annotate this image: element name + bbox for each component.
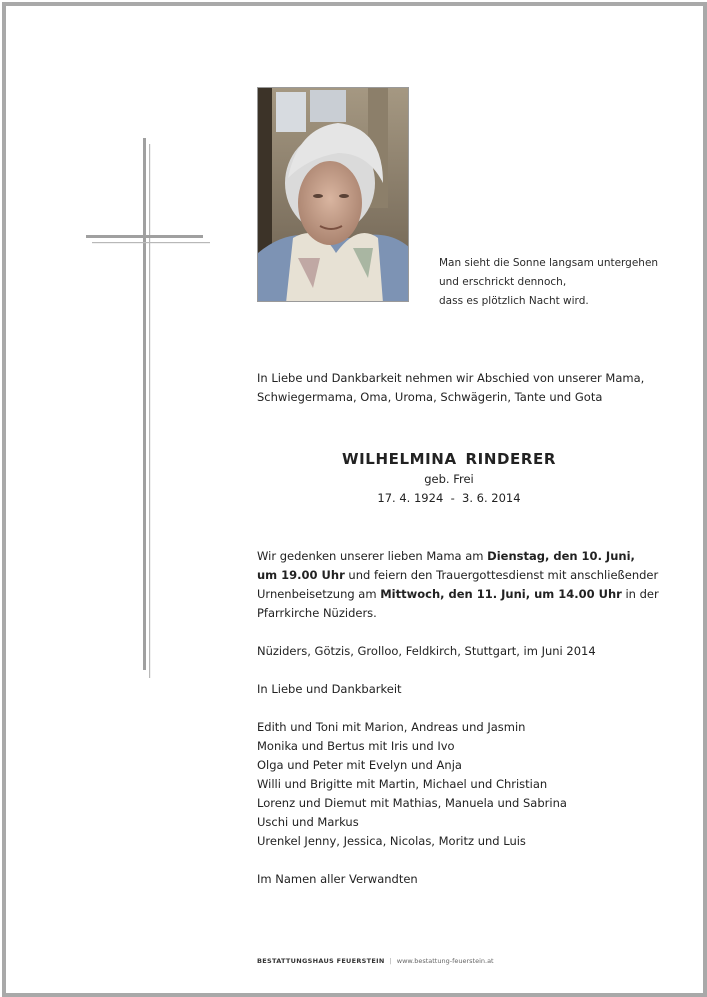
list-item: Uschi und Markus — [257, 815, 359, 829]
service-date-tuesday: Dienstag, den 10. Juni, — [487, 549, 635, 563]
list-item: Olga und Peter mit Evelyn und Anja — [257, 758, 462, 772]
service-text-plain: Wir gedenken unserer lieben Mama am — [257, 549, 488, 563]
list-item: Monika und Bertus mit Iris und Ivo — [257, 739, 455, 753]
list-item: Willi und Brigitte mit Martin, Michael und Christian — [257, 777, 548, 791]
service-text-plain: und feiern den Trauergottesdienst mit anschließender — [344, 568, 659, 582]
maiden-name: geb. Frei — [424, 472, 474, 486]
service-line — [257, 566, 659, 585]
funeral-home-name: BESTATTUNGSHAUS FEUERSTEIN — [257, 957, 385, 965]
portrait-photo — [257, 87, 409, 302]
intro-line: Schwiegermama, Oma, Uroma, Schwägerin, Tante und Gota — [257, 390, 603, 404]
service-line — [257, 547, 659, 566]
footer-link[interactable]: www.bestattung-feuerstein.at — [396, 957, 494, 965]
service-text-plain: in der — [621, 587, 659, 601]
service-text-plain: Urnenbeisetzung am — [257, 587, 381, 601]
list-item: Urenkel Jenny, Jessica, Nicolas, Moritz und Luis — [257, 834, 526, 848]
mourners-list — [257, 718, 567, 851]
service-time: um 19.00 Uhr — [257, 568, 345, 582]
list-item: Edith und Toni mit Marion, Andreas und Jasmin — [257, 720, 526, 734]
intro-text — [257, 369, 644, 407]
list-item: Lorenz und Diemut mit Mathias, Manuela und Sabrina — [257, 796, 567, 810]
quote-line: Man sieht die Sonne langsam untergehen — [439, 257, 659, 269]
deceased-name: WILHELMINA RINDERER — [341, 450, 557, 468]
memorial-quote — [439, 254, 658, 311]
cross-icon — [86, 138, 210, 678]
closing-line: In Liebe und Dankbarkeit — [257, 682, 402, 696]
places-line: Nüziders, Götzis, Grolloo, Feldkirch, Stuttgart, im Juni 2014 — [257, 644, 596, 658]
service-line — [257, 585, 659, 604]
signoff-line: Im Namen aller Verwandten — [257, 872, 418, 886]
footer-separator: | — [389, 957, 392, 965]
footer — [257, 957, 494, 965]
quote-line: dass es plötzlich Nacht wird. — [439, 295, 589, 307]
life-dates: 17. 4. 1924 - 3. 6. 2014 — [377, 491, 521, 505]
burial-date: Mittwoch, den 11. Juni, um 14.00 Uhr — [380, 587, 622, 601]
service-text — [257, 547, 659, 623]
intro-line: In Liebe und Dankbarkeit nehmen wir Abschied von unserer Mama, — [257, 371, 645, 385]
service-line: Pfarrkirche Nüziders. — [257, 606, 377, 620]
quote-line: und erschrickt dennoch, — [439, 276, 567, 288]
deceased-block — [257, 448, 641, 508]
